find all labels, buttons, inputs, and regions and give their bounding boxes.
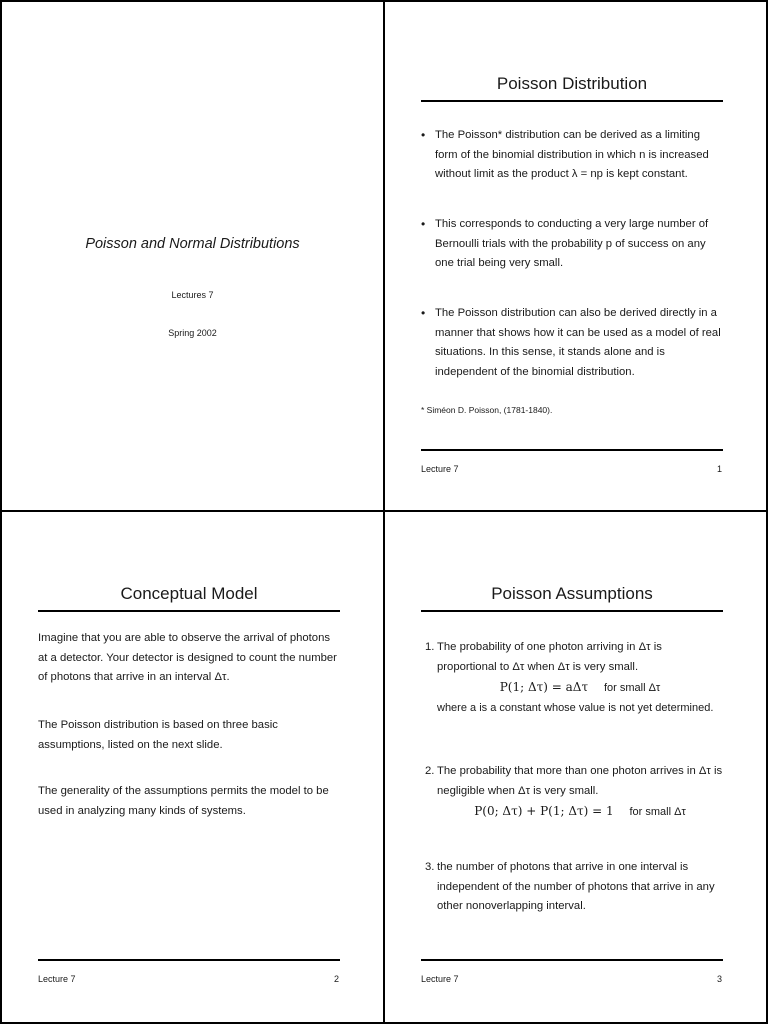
- heading-rule: [421, 100, 723, 102]
- paragraph: The Poisson distribution is based on three basic assumptions, listed on the next slide.: [38, 719, 278, 751]
- bullet-dot: •: [421, 306, 426, 320]
- slide-conceptual-model: [2, 512, 383, 1020]
- page-number: 3: [716, 974, 722, 984]
- assumption-item: [421, 638, 723, 718]
- formula-expression: P(0; Δτ) + P(1; Δτ) = 1: [474, 804, 614, 818]
- bullet-text: The Poisson distribution can also be derived directly in a manner that shows how it can be used as a model of real situations. In this sense, it stands alone and is independent of the binomial distribution.: [435, 307, 721, 378]
- slide-poisson-assumptions: [385, 512, 766, 1020]
- title-slide: [2, 2, 383, 510]
- paragraph: Imagine that you are able to observe the arrival of photons at a detector. Your detector is designed to count the number of photons that arrive in an interval Δτ.: [38, 632, 337, 683]
- bullet-dot: •: [421, 217, 426, 231]
- footer-rule: [38, 959, 340, 961]
- slide-heading: Conceptual Model: [120, 584, 258, 603]
- paragraph: The generality of the assumptions permits the model to be used in analyzing many kinds of systems.: [38, 785, 329, 817]
- bullet-text: This corresponds to conducting a very large number of Bernoulli trials with the probability p of success on any one trial being very small.: [435, 218, 709, 269]
- lecture-term: Spring 2002: [168, 328, 217, 338]
- footer-lecture: Lecture 7: [421, 464, 459, 474]
- assumption-text: the number of photons that arrive in one interval is independent of the number of photons that arrive in any other nonoverlapping interval.: [437, 861, 715, 912]
- formula-note: for small Δτ: [629, 806, 686, 818]
- lecture-number: Lectures 7: [171, 290, 214, 300]
- slide-heading: Poisson Assumptions: [491, 584, 653, 603]
- lecture-title: Poisson and Normal Distributions: [85, 236, 300, 252]
- assumption-item: [421, 858, 723, 917]
- bullet-text: The Poisson* distribution can be derived as a limiting form of the binomial distribution in which n is increased without limit as the product λ = np is kept constant.: [435, 129, 709, 180]
- item-number: 2.: [425, 765, 435, 777]
- formula-expression: P(1; Δτ) = aΔτ: [499, 680, 589, 694]
- bullet-item: [421, 126, 723, 185]
- item-number: 3.: [425, 861, 435, 873]
- bullet-item: [421, 215, 723, 274]
- formula: [437, 678, 723, 699]
- bullet-item: [421, 304, 723, 382]
- page-number: 1: [716, 464, 722, 474]
- assumption-text: The probability of one photon arriving in Δτ is proportional to Δτ when Δτ is very small.: [437, 641, 662, 673]
- slide-heading: Poisson Distribution: [496, 74, 648, 93]
- assumption-item: [421, 762, 723, 823]
- formula: [437, 802, 723, 823]
- assumption-text: The probability that more than one photon arrives in Δτ is negligible when Δτ is very small.: [437, 765, 723, 797]
- heading-rule: [421, 610, 723, 612]
- formula-note: for small Δτ: [603, 682, 661, 694]
- item-number: 1.: [425, 641, 435, 653]
- footer-rule: [421, 449, 723, 451]
- heading-rule: [38, 610, 340, 612]
- bullet-dot: •: [421, 128, 426, 142]
- footer-lecture: Lecture 7: [38, 974, 76, 984]
- footer-lecture: Lecture 7: [421, 974, 459, 984]
- slide-poisson-distribution: [385, 2, 766, 510]
- page-number: 2: [333, 974, 339, 984]
- footer-rule: [421, 959, 723, 961]
- footnote: * Siméon D. Poisson, (1781-1840).: [421, 405, 553, 415]
- assumption-note: where a is a constant whose value is not yet determined.: [437, 701, 714, 714]
